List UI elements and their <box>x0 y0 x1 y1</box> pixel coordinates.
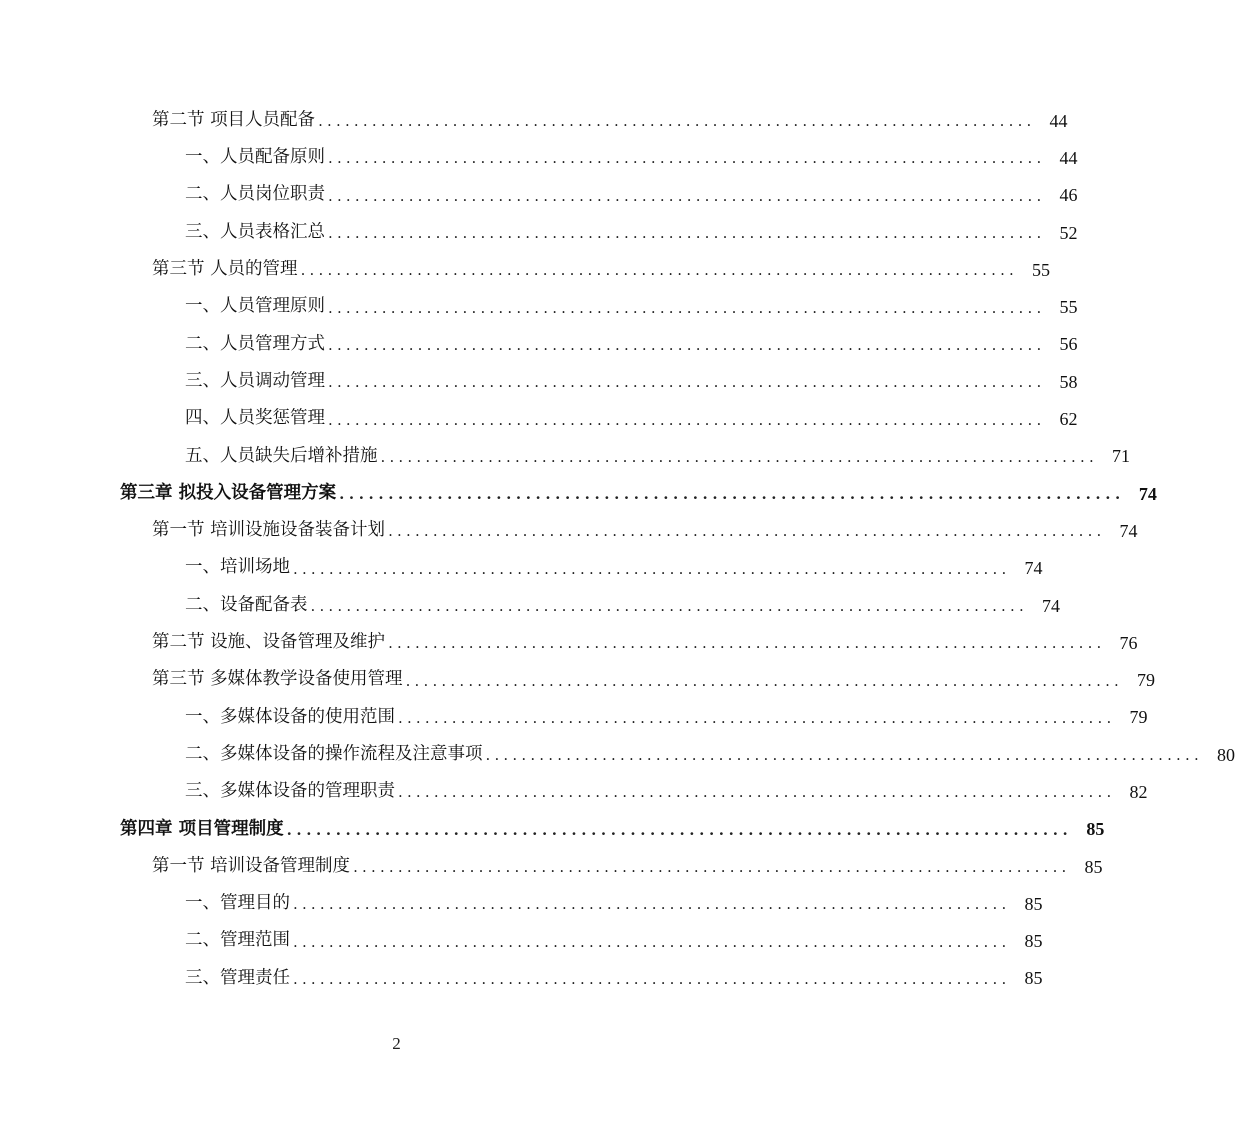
toc-entry-page: 85 <box>1084 856 1103 877</box>
dot-leader: ................................................................................ <box>318 112 1036 131</box>
toc-entry[interactable] <box>0 363 1078 400</box>
toc-entry-page: 74 <box>1024 558 1043 579</box>
toc-entry[interactable] <box>0 885 1043 922</box>
dot-leader: ................................................................................ <box>286 820 1073 839</box>
dot-leader: ................................................................................ <box>293 969 1011 988</box>
toc-entry-page: 62 <box>1059 409 1078 430</box>
toc-entry[interactable] <box>0 400 1078 437</box>
dot-leader: ................................................................................ <box>293 932 1011 951</box>
toc-entry-title: 二、多媒体设备的操作流程及注意事项 <box>185 743 483 764</box>
toc-entry-title: 第一节 培训设施设备装备计划 <box>152 520 386 541</box>
toc-entry-title: 一、多媒体设备的使用范围 <box>185 706 395 727</box>
toc-entry-title: 第二节 项目人员配备 <box>152 109 316 130</box>
toc-entry[interactable] <box>0 736 1235 773</box>
toc-entry[interactable] <box>0 139 1078 176</box>
dot-leader: ................................................................................ <box>328 298 1046 317</box>
toc-entry-page: 58 <box>1059 371 1078 392</box>
toc-entry[interactable] <box>0 512 1138 549</box>
dot-leader: ................................................................................ <box>485 746 1203 765</box>
dot-leader: ................................................................................ <box>328 224 1046 243</box>
toc-entry-page: 85 <box>1024 893 1043 914</box>
dot-leader: ................................................................................ <box>310 597 1028 615</box>
toc-entry-page: 85 <box>1024 931 1043 952</box>
toc-entry-page: 74 <box>1119 520 1138 541</box>
toc-entry[interactable] <box>0 438 1130 475</box>
dot-leader: ................................................................................ <box>388 522 1106 541</box>
toc-entry-title: 第二节 设施、设备管理及维护 <box>152 632 386 653</box>
dot-leader: ................................................................................ <box>328 373 1046 392</box>
toc-entry-page: 44 <box>1049 110 1068 131</box>
toc-entry-title: 四、人员奖惩管理 <box>185 408 325 429</box>
dot-leader: ................................................................................ <box>328 335 1046 354</box>
toc-entry-title: 一、培训场地 <box>185 557 290 578</box>
toc-entry-title: 第三章 拟投入设备管理方案 <box>120 482 337 503</box>
dot-leader: ................................................................................ <box>380 447 1098 466</box>
dot-leader: ................................................................................ <box>328 410 1046 429</box>
toc-entry-title: 三、管理责任 <box>185 967 290 988</box>
toc-entry-title: 二、人员管理方式 <box>185 333 325 354</box>
toc-entry-title: 一、管理目的 <box>185 893 290 914</box>
toc-entry[interactable] <box>0 960 1043 997</box>
table-of-contents <box>0 102 1235 997</box>
dot-leader: ................................................................................ <box>398 783 1116 802</box>
toc-chapter-entry[interactable] <box>0 475 1157 512</box>
toc-entry-page: 52 <box>1059 222 1078 243</box>
toc-entry-page: 80 <box>1216 744 1235 765</box>
dot-leader: ................................................................................ <box>293 559 1011 578</box>
dot-leader: ................................................................................ <box>388 634 1106 653</box>
toc-entry-title: 第一节 培训设备管理制度 <box>152 855 351 876</box>
toc-entry-title: 第三节 人员的管理 <box>152 259 298 280</box>
dot-leader: ................................................................................ <box>353 858 1071 877</box>
toc-entry[interactable] <box>0 848 1103 885</box>
toc-entry-title: 三、人员表格汇总 <box>185 221 325 242</box>
toc-entry-page: 74 <box>1041 595 1060 616</box>
toc-entry-title: 一、人员配备原则 <box>185 147 325 168</box>
dot-leader: ................................................................................ <box>328 186 1046 205</box>
toc-entry-page: 44 <box>1059 147 1078 168</box>
toc-entry-page: 85 <box>1024 968 1043 989</box>
toc-entry-page: 71 <box>1111 446 1130 467</box>
toc-entry[interactable] <box>0 661 1156 698</box>
toc-entry[interactable] <box>0 251 1051 288</box>
toc-entry-title: 二、人员岗位职责 <box>185 184 325 205</box>
toc-entry-title: 二、管理范围 <box>185 930 290 951</box>
toc-entry[interactable] <box>0 773 1148 810</box>
toc-entry-title: 第三节 多媒体教学设备使用管理 <box>152 669 403 690</box>
toc-entry-page: 74 <box>1138 483 1157 504</box>
toc-entry[interactable] <box>0 550 1043 587</box>
toc-entry-page: 79 <box>1129 707 1148 728</box>
toc-entry-page: 85 <box>1086 819 1105 840</box>
toc-entry[interactable] <box>0 326 1078 363</box>
dot-leader: ................................................................................ <box>405 671 1124 690</box>
toc-entry-title: 三、人员调动管理 <box>185 370 325 391</box>
toc-entry-title: 一、人员管理原则 <box>185 296 325 317</box>
dot-leader: ................................................................................ <box>328 149 1046 168</box>
dot-leader: ................................................................................ <box>398 708 1116 727</box>
toc-entry-page: 55 <box>1059 297 1078 318</box>
toc-entry-title: 第四章 项目管理制度 <box>120 818 284 839</box>
toc-entry[interactable] <box>0 699 1148 736</box>
dot-leader: ................................................................................ <box>339 485 1125 504</box>
dot-leader: ................................................................................ <box>293 895 1011 914</box>
toc-entry[interactable] <box>0 923 1043 960</box>
page-number: 2 <box>392 1034 401 1053</box>
toc-entry[interactable] <box>0 288 1078 325</box>
toc-chapter-entry[interactable] <box>0 811 1105 848</box>
toc-entry-title: 五、人员缺失后增补措施 <box>185 445 378 466</box>
toc-entry-page: 79 <box>1137 670 1156 691</box>
toc-entry-title: 二、设备配备表 <box>185 594 308 615</box>
toc-entry[interactable] <box>0 624 1138 661</box>
toc-entry[interactable] <box>0 587 1060 624</box>
toc-entry-page: 56 <box>1059 334 1078 355</box>
toc-entry-page: 46 <box>1059 185 1078 206</box>
dot-leader: ................................................................................ <box>300 261 1019 280</box>
toc-entry[interactable] <box>0 102 1068 139</box>
toc-entry-page: 82 <box>1129 781 1148 802</box>
toc-entry-title: 三、多媒体设备的管理职责 <box>185 781 395 802</box>
toc-entry-page: 55 <box>1032 259 1051 280</box>
toc-entry[interactable] <box>0 214 1078 251</box>
toc-entry-page: 76 <box>1119 632 1138 653</box>
toc-entry[interactable] <box>0 177 1078 214</box>
